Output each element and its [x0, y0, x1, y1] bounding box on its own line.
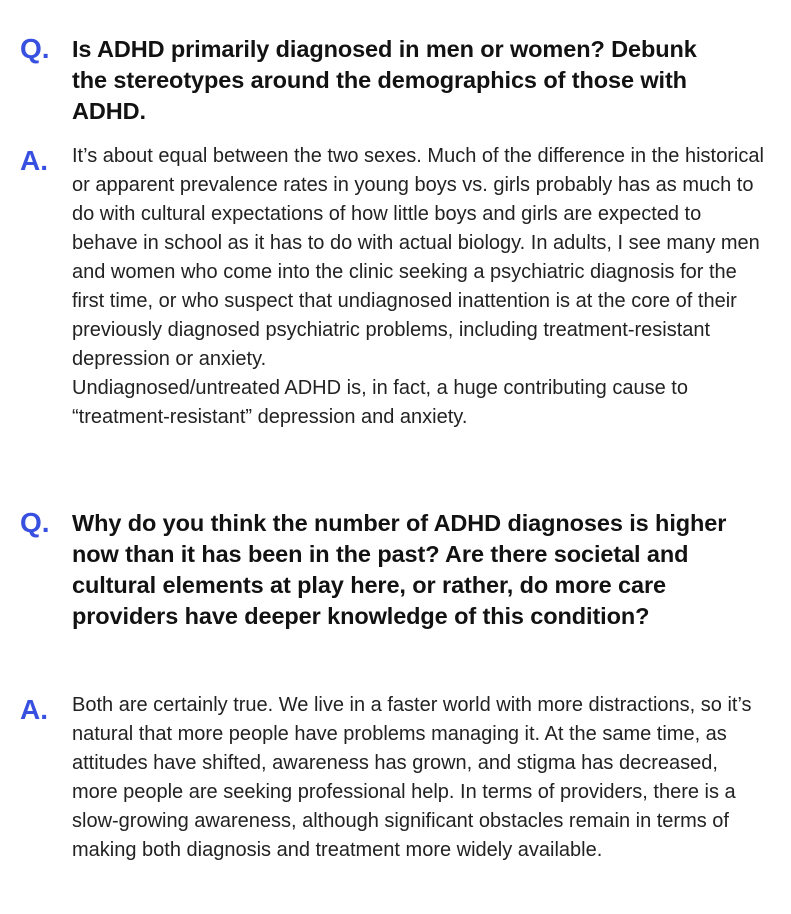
answer-text [72, 142, 764, 432]
answer-marker: A. [20, 694, 48, 725]
answer-1 [20, 142, 770, 432]
answer-paragraph: Undiagnosed/untreated ADHD is, in fact, a huge contributing cause to “treatment-resistant” depression and anxiety. [72, 377, 688, 428]
question-text: Why do you think the number of ADHD diagnoses is higher now than it has been in the past? Are there societal and cultural elements at play here, or rather, do more care providers have deeper knowledge of this condition? [72, 510, 727, 629]
question-2 [20, 508, 770, 632]
answer-2 [20, 691, 770, 865]
answer-paragraph: Both are certainly true. We live in a faster world with more distractions, so it’s natural that more people have problems managing it. At the same time, as attitudes have shifted, awareness has grown, and stigma has decreased, more people are seeking professional help. In terms of providers, there is a slow-growing awareness, although significant obstacles remain in terms of making both diagnosis and treatment more widely available. [72, 694, 752, 861]
answer-paragraph: It’s about equal between the two sexes. Much of the difference in the historical or apparent prevalence rates in young boys vs. girls probably has as much to do with cultural expectations of how little boys and girls are expected to behave in school as it has to do with actual biology. In adults, I see many men and women who come into the clinic seeking a psychiatric diagnosis for the first time, or who suspect that undiagnosed inattention is at the core of their previously diagnosed psychiatric problems, including treatment-resistant depression or anxiety. [72, 145, 764, 370]
question-marker: Q. [20, 33, 50, 64]
question-marker: Q. [20, 507, 50, 538]
question-1 [20, 34, 770, 127]
answer-text [72, 691, 760, 865]
question-text: Is ADHD primarily diagnosed in men or women? Debunk the stereotypes around the demographics of those with ADHD. [72, 36, 697, 124]
answer-marker: A. [20, 145, 48, 176]
